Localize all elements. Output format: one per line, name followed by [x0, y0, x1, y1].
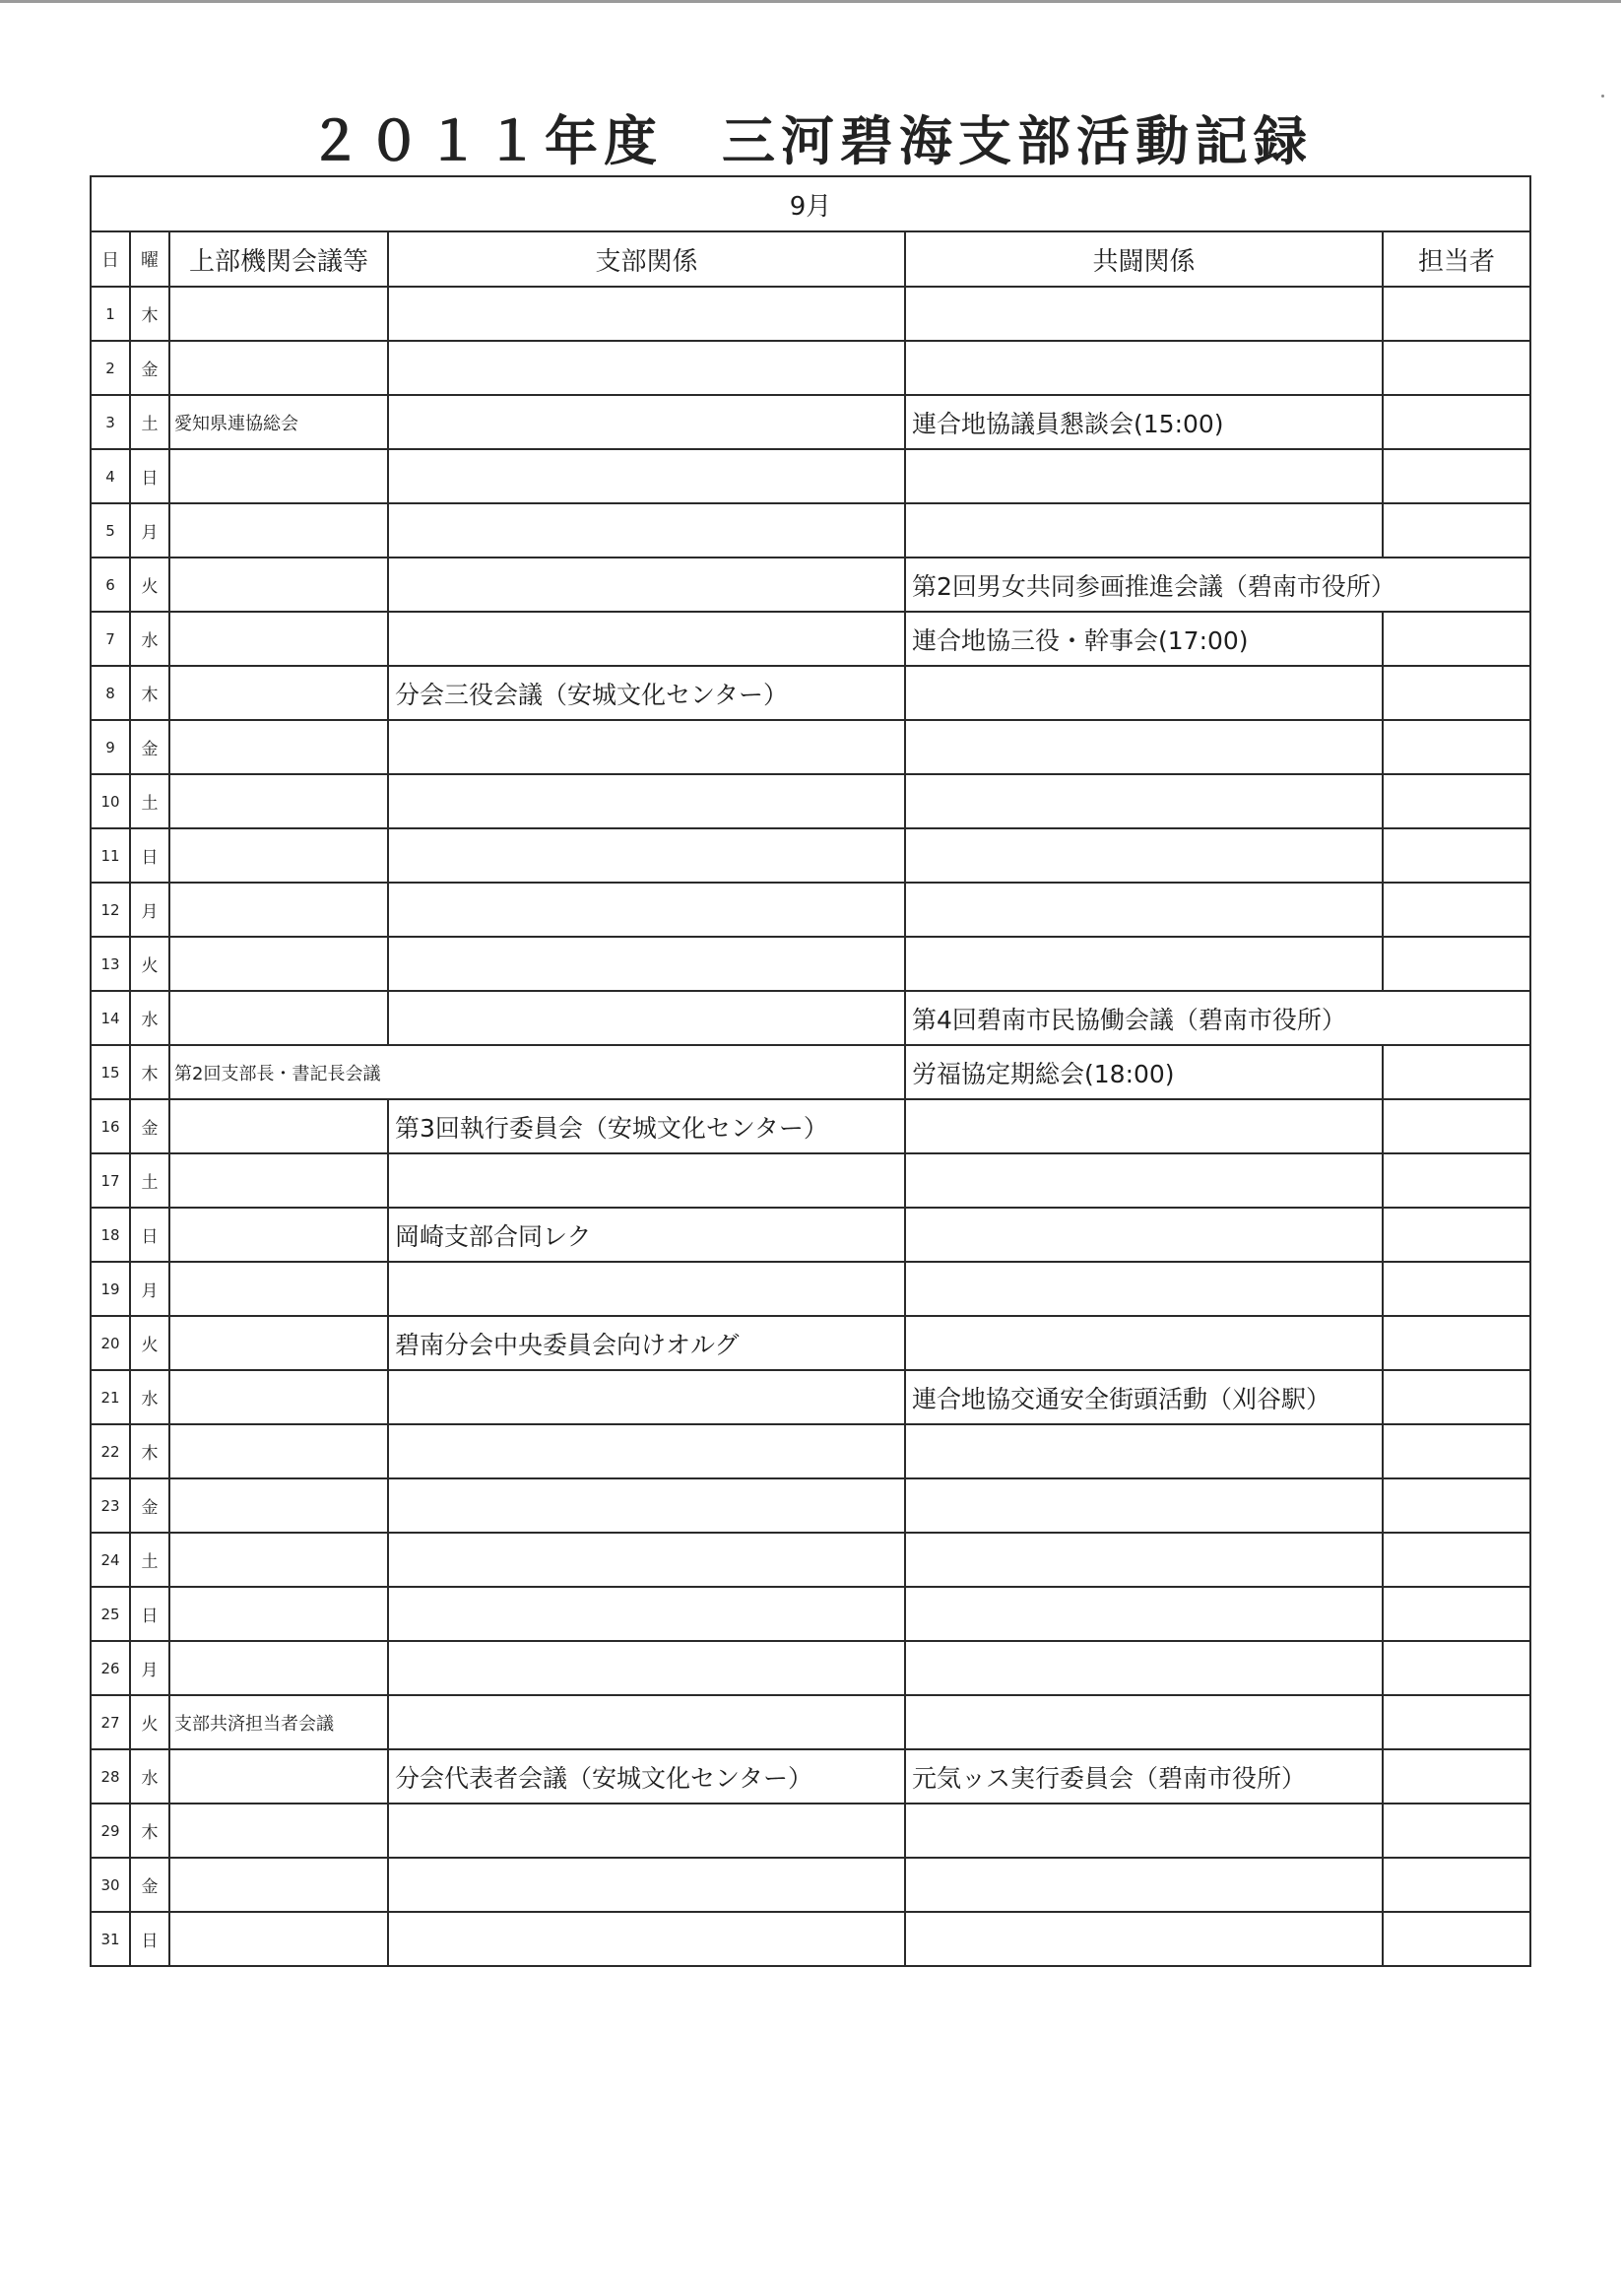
person-in-charge-cell [1383, 612, 1530, 666]
table-row [91, 341, 1530, 395]
document-title: ２０１１年度 三河碧海支部活動記録 [308, 110, 1313, 172]
table-row [91, 449, 1530, 503]
joint-activity-cell [905, 1533, 1383, 1587]
joint-activity-cell [905, 774, 1383, 828]
upper-meeting-cell: 支部共済担当者会議 [169, 1695, 388, 1749]
upper-meeting-cell [169, 341, 388, 395]
day-number-cell: 8 [91, 666, 130, 720]
day-number-cell: 19 [91, 1262, 130, 1316]
joint-activity-cell [905, 1858, 1383, 1912]
weekday-cell: 木 [130, 1045, 169, 1099]
table-row [91, 558, 1530, 612]
weekday-cell: 土 [130, 1533, 169, 1587]
branch-activity-cell [388, 558, 905, 612]
branch-activity-cell [388, 449, 905, 503]
branch-activity-cell [388, 612, 905, 666]
joint-activity-cell [905, 287, 1383, 341]
branch-activity-cell: 第3回執行委員会（安城文化センター） [388, 1099, 905, 1153]
person-in-charge-cell [1383, 720, 1530, 774]
table-row [91, 720, 1530, 774]
joint-activity-cell [905, 1804, 1383, 1858]
upper-meeting-cell [169, 991, 388, 1045]
joint-activity-cell [905, 503, 1383, 558]
scan-top-edge [0, 0, 1621, 3]
day-number-cell: 21 [91, 1370, 130, 1424]
person-in-charge-cell [1383, 883, 1530, 937]
upper-meeting-cell [169, 1804, 388, 1858]
branch-activity-cell [388, 937, 905, 991]
table-row [91, 1316, 1530, 1370]
branch-activity-cell: 岡崎支部合同レク [388, 1208, 905, 1262]
table-row [91, 1045, 1530, 1099]
weekday-cell: 金 [130, 1858, 169, 1912]
upper-meeting-cell [169, 287, 388, 341]
joint-activity-cell [905, 666, 1383, 720]
column-header-row [91, 231, 1530, 287]
column-header-day: 日 [91, 231, 130, 287]
upper-meeting-cell [169, 1533, 388, 1587]
weekday-cell: 木 [130, 1424, 169, 1478]
upper-meeting-cell [169, 1858, 388, 1912]
weekday-cell: 水 [130, 1749, 169, 1804]
upper-meeting-cell [169, 1424, 388, 1478]
branch-activity-cell [388, 1478, 905, 1533]
day-number-cell: 6 [91, 558, 130, 612]
upper-meeting-cell [169, 883, 388, 937]
person-in-charge-cell [1383, 774, 1530, 828]
upper-meeting-cell [169, 720, 388, 774]
day-number-cell: 13 [91, 937, 130, 991]
branch-activity-cell [388, 774, 905, 828]
upper-meeting-cell [169, 1099, 388, 1153]
upper-meeting-cell: 第2回支部長・書記長会議 [169, 1045, 905, 1099]
weekday-cell: 火 [130, 1316, 169, 1370]
upper-meeting-cell: 愛知県連協総会 [169, 395, 388, 449]
joint-activity-cell: 元気ッス実行委員会（碧南市役所） [905, 1749, 1383, 1804]
weekday-cell: 金 [130, 341, 169, 395]
day-number-cell: 1 [91, 287, 130, 341]
person-in-charge-cell [1383, 1695, 1530, 1749]
month-header: 9月 [91, 176, 1530, 231]
upper-meeting-cell [169, 1262, 388, 1316]
column-header-branch: 支部関係 [388, 231, 905, 287]
table-row [91, 666, 1530, 720]
weekday-cell: 日 [130, 1208, 169, 1262]
table-row [91, 1424, 1530, 1478]
day-number-cell: 14 [91, 991, 130, 1045]
table-row [91, 1208, 1530, 1262]
table-row [91, 503, 1530, 558]
table-row [91, 1262, 1530, 1316]
joint-activity-cell [905, 1695, 1383, 1749]
day-number-cell: 20 [91, 1316, 130, 1370]
table-row [91, 1695, 1530, 1749]
branch-activity-cell [388, 395, 905, 449]
joint-activity-cell [905, 1641, 1383, 1695]
joint-activity-cell [905, 937, 1383, 991]
branch-activity-cell [388, 1858, 905, 1912]
joint-activity-cell [905, 720, 1383, 774]
table-row [91, 991, 1530, 1045]
day-number-cell: 10 [91, 774, 130, 828]
joint-activity-cell: 第4回碧南市民協働会議（碧南市役所） [905, 991, 1530, 1045]
joint-activity-cell [905, 828, 1383, 883]
day-number-cell: 31 [91, 1912, 130, 1966]
table-row [91, 1804, 1530, 1858]
joint-activity-cell: 連合地協三役・幹事会(17:00) [905, 612, 1383, 666]
table-row [91, 1478, 1530, 1533]
day-number-cell: 25 [91, 1587, 130, 1641]
upper-meeting-cell [169, 666, 388, 720]
branch-activity-cell [388, 341, 905, 395]
joint-activity-cell [905, 1153, 1383, 1208]
joint-activity-cell [905, 883, 1383, 937]
day-rows [91, 287, 1530, 1966]
joint-activity-cell [905, 1208, 1383, 1262]
joint-activity-cell: 第2回男女共同参画推進会議（碧南市役所） [905, 558, 1530, 612]
person-in-charge-cell [1383, 1912, 1530, 1966]
upper-meeting-cell [169, 1587, 388, 1641]
branch-activity-cell [388, 828, 905, 883]
branch-activity-cell [388, 1424, 905, 1478]
joint-activity-cell: 連合地協議員懇談会(15:00) [905, 395, 1383, 449]
branch-activity-cell [388, 720, 905, 774]
branch-activity-cell [388, 503, 905, 558]
branch-activity-cell [388, 1641, 905, 1695]
weekday-cell: 日 [130, 828, 169, 883]
person-in-charge-cell [1383, 1641, 1530, 1695]
branch-activity-cell [388, 1262, 905, 1316]
weekday-cell: 金 [130, 720, 169, 774]
weekday-cell: 土 [130, 774, 169, 828]
upper-meeting-cell [169, 1912, 388, 1966]
day-number-cell: 30 [91, 1858, 130, 1912]
person-in-charge-cell [1383, 1153, 1530, 1208]
day-number-cell: 4 [91, 449, 130, 503]
person-in-charge-cell [1383, 828, 1530, 883]
weekday-cell: 火 [130, 1695, 169, 1749]
day-number-cell: 29 [91, 1804, 130, 1858]
table-row [91, 774, 1530, 828]
branch-activity-cell: 碧南分会中央委員会向けオルグ [388, 1316, 905, 1370]
branch-activity-cell [388, 1370, 905, 1424]
joint-activity-cell [905, 1424, 1383, 1478]
upper-meeting-cell [169, 774, 388, 828]
joint-activity-cell [905, 341, 1383, 395]
weekday-cell: 金 [130, 1099, 169, 1153]
table-row [91, 883, 1530, 937]
person-in-charge-cell [1383, 1533, 1530, 1587]
day-number-cell: 24 [91, 1533, 130, 1587]
upper-meeting-cell [169, 937, 388, 991]
day-number-cell: 3 [91, 395, 130, 449]
person-in-charge-cell [1383, 1749, 1530, 1804]
person-in-charge-cell [1383, 1208, 1530, 1262]
branch-activity-cell [388, 1587, 905, 1641]
person-in-charge-cell [1383, 1316, 1530, 1370]
branch-activity-cell [388, 991, 905, 1045]
day-number-cell: 16 [91, 1099, 130, 1153]
branch-activity-cell [388, 883, 905, 937]
table-row [91, 1099, 1530, 1153]
person-in-charge-cell [1383, 1370, 1530, 1424]
joint-activity-cell [905, 1316, 1383, 1370]
weekday-cell: 月 [130, 503, 169, 558]
table-row [91, 395, 1530, 449]
person-in-charge-cell [1383, 449, 1530, 503]
table-row [91, 612, 1530, 666]
branch-activity-cell [388, 287, 905, 341]
branch-activity-cell [388, 1695, 905, 1749]
day-number-cell: 17 [91, 1153, 130, 1208]
table-row [91, 1153, 1530, 1208]
upper-meeting-cell [169, 1370, 388, 1424]
person-in-charge-cell [1383, 1804, 1530, 1858]
joint-activity-cell [905, 1912, 1383, 1966]
joint-activity-cell [905, 1099, 1383, 1153]
person-in-charge-cell [1383, 503, 1530, 558]
upper-meeting-cell [169, 1478, 388, 1533]
weekday-cell: 日 [130, 1587, 169, 1641]
person-in-charge-cell [1383, 1424, 1530, 1478]
day-number-cell: 27 [91, 1695, 130, 1749]
table-row [91, 1370, 1530, 1424]
person-in-charge-cell [1383, 937, 1530, 991]
day-number-cell: 18 [91, 1208, 130, 1262]
weekday-cell: 水 [130, 1370, 169, 1424]
joint-activity-cell: 労福協定期総会(18:00) [905, 1045, 1383, 1099]
day-number-cell: 7 [91, 612, 130, 666]
weekday-cell: 土 [130, 395, 169, 449]
upper-meeting-cell [169, 1749, 388, 1804]
upper-meeting-cell [169, 1641, 388, 1695]
column-header-person: 担当者 [1383, 231, 1530, 287]
person-in-charge-cell [1383, 1587, 1530, 1641]
upper-meeting-cell [169, 449, 388, 503]
joint-activity-cell [905, 449, 1383, 503]
person-in-charge-cell [1383, 666, 1530, 720]
person-in-charge-cell [1383, 287, 1530, 341]
joint-activity-cell [905, 1587, 1383, 1641]
joint-activity-cell [905, 1262, 1383, 1316]
table-row [91, 937, 1530, 991]
weekday-cell: 木 [130, 1804, 169, 1858]
weekday-cell: 月 [130, 1262, 169, 1316]
day-number-cell: 5 [91, 503, 130, 558]
upper-meeting-cell [169, 1316, 388, 1370]
table-row [91, 1858, 1530, 1912]
branch-activity-cell [388, 1912, 905, 1966]
joint-activity-cell [905, 1478, 1383, 1533]
day-number-cell: 22 [91, 1424, 130, 1478]
person-in-charge-cell [1383, 1858, 1530, 1912]
person-in-charge-cell [1383, 1478, 1530, 1533]
column-header-upper-meetings: 上部機関会議等 [169, 231, 388, 287]
table-row [91, 1587, 1530, 1641]
weekday-cell: 土 [130, 1153, 169, 1208]
day-number-cell: 11 [91, 828, 130, 883]
weekday-cell: 月 [130, 883, 169, 937]
weekday-cell: 金 [130, 1478, 169, 1533]
person-in-charge-cell [1383, 395, 1530, 449]
upper-meeting-cell [169, 1153, 388, 1208]
day-number-cell: 2 [91, 341, 130, 395]
day-number-cell: 12 [91, 883, 130, 937]
weekday-cell: 火 [130, 937, 169, 991]
table-row [91, 1749, 1530, 1804]
weekday-cell: 木 [130, 666, 169, 720]
branch-activity-cell [388, 1533, 905, 1587]
person-in-charge-cell [1383, 1099, 1530, 1153]
activity-record-table [90, 175, 1531, 1967]
day-number-cell: 28 [91, 1749, 130, 1804]
day-number-cell: 26 [91, 1641, 130, 1695]
upper-meeting-cell [169, 558, 388, 612]
upper-meeting-cell [169, 1208, 388, 1262]
weekday-cell: 日 [130, 449, 169, 503]
table-row [91, 828, 1530, 883]
day-number-cell: 15 [91, 1045, 130, 1099]
column-header-joint: 共闘関係 [905, 231, 1383, 287]
weekday-cell: 木 [130, 287, 169, 341]
column-header-weekday: 曜 [130, 231, 169, 287]
table-row [91, 1533, 1530, 1587]
person-in-charge-cell [1383, 341, 1530, 395]
table-row [91, 1641, 1530, 1695]
upper-meeting-cell [169, 503, 388, 558]
weekday-cell: 水 [130, 612, 169, 666]
weekday-cell: 月 [130, 1641, 169, 1695]
table-row [91, 287, 1530, 341]
weekday-cell: 水 [130, 991, 169, 1045]
weekday-cell: 火 [130, 558, 169, 612]
weekday-cell: 日 [130, 1912, 169, 1966]
branch-activity-cell: 分会代表者会議（安城文化センター） [388, 1749, 905, 1804]
upper-meeting-cell [169, 612, 388, 666]
person-in-charge-cell [1383, 1262, 1530, 1316]
joint-activity-cell: 連合地協交通安全街頭活動（刈谷駅） [905, 1370, 1383, 1424]
person-in-charge-cell [1383, 1045, 1530, 1099]
branch-activity-cell: 分会三役会議（安城文化センター） [388, 666, 905, 720]
branch-activity-cell [388, 1804, 905, 1858]
branch-activity-cell [388, 1153, 905, 1208]
scan-speck [1601, 95, 1604, 98]
day-number-cell: 9 [91, 720, 130, 774]
upper-meeting-cell [169, 828, 388, 883]
day-number-cell: 23 [91, 1478, 130, 1533]
table-row [91, 1912, 1530, 1966]
